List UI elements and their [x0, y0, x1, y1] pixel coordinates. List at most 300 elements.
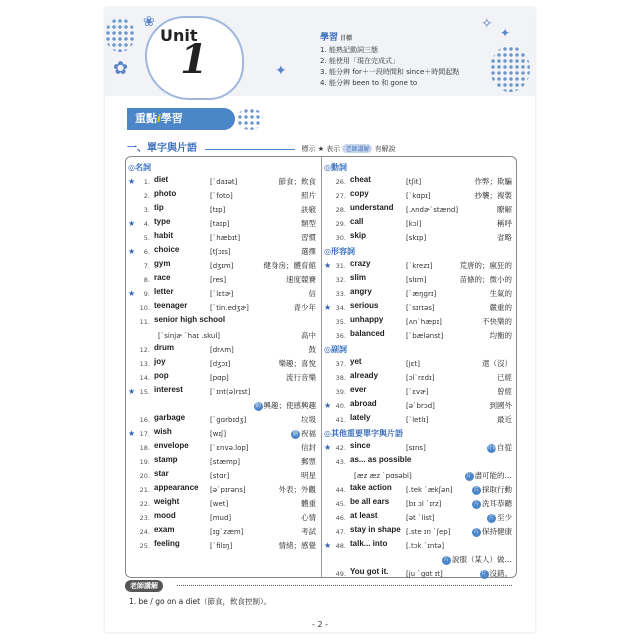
- vocab-word: as... as possible: [350, 455, 412, 464]
- teacher-notes: [125, 580, 515, 610]
- item-number: 32.: [335, 276, 346, 284]
- meaning: 瞭解: [497, 205, 512, 214]
- phonetic: [ˋhæbɪt]: [210, 234, 241, 242]
- category-heading: ◎副詞: [324, 345, 347, 354]
- phonetic: [.tek ˋækʃən]: [406, 486, 453, 494]
- vocab-row: [128, 441, 320, 455]
- vocab-row: [324, 525, 516, 539]
- important-star-icon: ★: [128, 247, 136, 256]
- phonetic: [stæmp]: [210, 458, 240, 466]
- meaning: 考試: [301, 527, 316, 536]
- item-number: 19.: [139, 458, 150, 466]
- vocab-word: wish: [154, 427, 172, 436]
- phonetic: [ˋkɑpɪ]: [406, 192, 431, 200]
- vocab-word: yet: [350, 357, 362, 366]
- vocab-row: [128, 273, 320, 287]
- item-number: 26.: [335, 178, 346, 186]
- meaning: 樂趣；喜悅: [278, 359, 316, 368]
- item-number: 7.: [143, 262, 150, 270]
- vocab-row: [324, 175, 516, 189]
- item-number: 45.: [335, 500, 346, 508]
- vocab-word: race: [154, 273, 171, 282]
- vocab-row: [128, 301, 320, 315]
- vocab-row: [128, 287, 320, 301]
- vocab-column-left: [128, 161, 320, 553]
- item-number: 18.: [139, 444, 150, 452]
- category-heading: ◎動詞: [324, 163, 347, 172]
- important-star-icon: ★: [128, 429, 136, 438]
- phonetic: [ˋletlɪ]: [406, 416, 429, 424]
- vocab-row: [324, 301, 516, 315]
- item-number: 29.: [335, 220, 346, 228]
- phonetic: [əˋpɪrəns]: [210, 486, 246, 494]
- item-number: 13.: [139, 360, 150, 368]
- vocab-row: [324, 217, 516, 231]
- meaning: 鼓: [308, 345, 316, 354]
- vocab-word: at least: [350, 511, 378, 520]
- learning-goals: [320, 30, 490, 89]
- vocab-row: [324, 567, 516, 581]
- goal-item: 3. 能分辨 for＋一段時間和 since＋時間起點: [320, 68, 460, 76]
- phonetic: [ˋdaɪət]: [210, 178, 238, 186]
- vocab-word: habit: [154, 231, 174, 240]
- phonetic: [ˋɛvɚ]: [406, 388, 429, 396]
- vocab-word: serious: [350, 301, 379, 310]
- goal-item: 2. 能使用「現在完成式」: [320, 57, 399, 65]
- important-star-icon: ★: [128, 289, 136, 298]
- vocab-row: [324, 483, 516, 497]
- phonetic: [mud]: [210, 514, 232, 522]
- vocab-row: [128, 413, 320, 427]
- vocab-word: ever: [350, 385, 367, 394]
- flower-icon: ❀: [143, 14, 155, 30]
- vocab-row: [324, 539, 516, 553]
- phonetic: [dʒɪm]: [210, 262, 234, 270]
- vocab-row: [324, 399, 516, 413]
- category-heading: ◎形容詞: [324, 247, 355, 256]
- item-number: 37.: [335, 360, 346, 368]
- item-number: 44.: [335, 486, 346, 494]
- item-number: 38.: [335, 374, 346, 382]
- meaning: 習慣: [301, 233, 316, 242]
- vocab-word: gym: [154, 259, 171, 268]
- vocab-row: [128, 469, 320, 483]
- teacher-explain-tag: 老師講解: [342, 144, 372, 153]
- vocab-row: [324, 315, 516, 329]
- page-number: - 2 -: [312, 620, 328, 629]
- vocab-word: angry: [350, 287, 372, 296]
- unit-header: [105, 8, 535, 96]
- meaning: 心情: [301, 513, 316, 522]
- vocab-row: [128, 329, 320, 343]
- item-number: 41.: [335, 416, 346, 424]
- vocab-row: [324, 441, 516, 455]
- vocab-word: crazy: [350, 259, 371, 268]
- vocab-row: [324, 231, 516, 245]
- phonetic: [ˋbælənst]: [406, 332, 444, 340]
- meaning: 省略: [497, 233, 512, 242]
- item-number: 10.: [139, 304, 150, 312]
- vocab-word: You got it.: [350, 567, 389, 576]
- dotted-divider: [177, 585, 512, 586]
- part-of-speech-badge: 片: [466, 472, 472, 479]
- part-of-speech-badge: 動: [292, 430, 299, 437]
- item-number: 35.: [335, 318, 346, 326]
- vocab-row: [128, 371, 320, 385]
- decorative-dots: [105, 18, 135, 52]
- item-number: 33.: [335, 290, 346, 298]
- phonetic: [ˋsinjɚ ˋhaɪ .skul]: [158, 332, 221, 340]
- meaning: 片 盡可能的…: [466, 471, 512, 480]
- vocab-row: [128, 315, 320, 329]
- flower-icon: ✿: [113, 58, 129, 79]
- phonetic: [æz æz ˋpɑsəbl]: [354, 472, 412, 480]
- vocab-row: [128, 511, 320, 525]
- item-number: 28.: [335, 206, 346, 214]
- item-number: 17.: [139, 430, 150, 438]
- vocab-word: appearance: [154, 483, 199, 492]
- vocab-word: abroad: [350, 399, 377, 408]
- vocab-word: teenager: [154, 301, 188, 310]
- meaning: 郵票: [301, 457, 316, 466]
- phonetic: [ɪgˋzæm]: [210, 528, 244, 536]
- item-number: 42.: [335, 444, 346, 452]
- meaning: 片 保持健康: [473, 527, 512, 536]
- vocab-word: interest: [154, 385, 183, 394]
- vocab-word: diet: [154, 175, 169, 184]
- phonetic: [ət ˋlist]: [406, 514, 435, 522]
- sparkle-icon: ✦: [500, 26, 511, 40]
- meaning: 動 興趣；使感興趣: [255, 401, 316, 410]
- meaning: 類型: [301, 219, 316, 228]
- phonetic: [drʌm]: [210, 346, 234, 354]
- item-number: 31.: [335, 262, 346, 270]
- vocab-word: senior high school: [154, 315, 226, 324]
- vocab-word: stay in shape: [350, 525, 401, 534]
- vocab-row: [324, 497, 516, 511]
- part-of-speech-badge: 介連: [487, 444, 499, 451]
- vocab-word: talk... into: [350, 539, 388, 548]
- phonetic: [.tɔk ˋɪntə]: [406, 542, 445, 550]
- meaning: 苗條的；微小的: [459, 275, 512, 284]
- item-number: 27.: [335, 192, 346, 200]
- part-of-speech-badge: 片: [443, 556, 450, 563]
- vocab-word: pop: [154, 371, 169, 380]
- item-number: 4.: [143, 220, 150, 228]
- vocab-word: balanced: [350, 329, 385, 338]
- important-star-icon: ★: [324, 443, 332, 452]
- vocab-word: stamp: [154, 455, 178, 464]
- meaning: 節食；飲食: [278, 177, 316, 186]
- phonetic: [ˋɛnvə.lop]: [210, 444, 249, 452]
- vocab-row: [324, 329, 516, 343]
- meaning: 曾經: [497, 387, 512, 396]
- item-number: 23.: [139, 514, 150, 522]
- vocab-word: understand: [350, 203, 394, 212]
- meaning: 垃圾: [301, 415, 316, 424]
- vocab-word: unhappy: [350, 315, 384, 324]
- key-learning-banner: 重點i學習: [127, 108, 235, 130]
- phonetic: [.ʌndɚˋstænd]: [406, 206, 459, 214]
- goal-item: 1. 能熟記動詞三態: [320, 46, 378, 54]
- part-of-speech-badge: 動: [255, 402, 261, 409]
- phonetic: [wet]: [210, 500, 229, 508]
- vocab-word: photo: [154, 189, 177, 198]
- vocab-column-right: [324, 161, 516, 581]
- meaning: 片 沒錯。: [481, 569, 512, 578]
- phonetic: [ˋkrezɪ]: [406, 262, 433, 270]
- vocab-row: [324, 357, 516, 371]
- item-number: 49.: [335, 570, 346, 578]
- sparkle-icon: ✧: [481, 16, 493, 32]
- meaning: 抄襲；複製: [474, 191, 512, 200]
- vocab-row: [128, 189, 320, 203]
- item-number: 25.: [139, 542, 150, 550]
- vocab-word: lately: [350, 413, 371, 422]
- meaning: 信: [308, 289, 316, 298]
- phonetic: [stɑr]: [210, 472, 230, 480]
- phonetic: [dʒɔɪ]: [210, 360, 231, 368]
- vocab-row: [128, 217, 320, 231]
- meaning: 還（沒）: [482, 359, 512, 368]
- vocab-row: [324, 259, 516, 273]
- item-number: 43.: [335, 458, 346, 466]
- vocab-row: [128, 343, 320, 357]
- meaning: 生氣的: [489, 289, 512, 298]
- meaning: 片 至少: [488, 513, 512, 522]
- item-number: 1.: [143, 178, 150, 186]
- vocab-word: garbage: [154, 413, 186, 422]
- meaning: 訣竅: [301, 205, 316, 214]
- vocab-word: be all ears: [350, 497, 390, 506]
- vocab-row: [128, 203, 320, 217]
- meaning: 速度競賽: [286, 275, 316, 284]
- vocab-row: [324, 553, 516, 567]
- vocab-word: since: [350, 441, 371, 450]
- meaning: 明星: [301, 471, 316, 480]
- meaning: 作弊；欺騙: [474, 177, 512, 186]
- vocab-row: [128, 245, 320, 259]
- vocab-row: [128, 483, 320, 497]
- teacher-note: 1. be / go on a diet（節食，飲食控制）。: [129, 597, 272, 606]
- meaning: 稱呼: [497, 219, 512, 228]
- item-number: 8.: [143, 276, 150, 284]
- goal-item: 4. 能分辨 been to 和 gone to: [320, 79, 418, 87]
- part-of-speech-badge: 片: [473, 500, 480, 507]
- item-number: 3.: [143, 206, 150, 214]
- phonetic: [ˋsɪrɪəs]: [406, 304, 435, 312]
- vocab-word: type: [154, 217, 171, 226]
- vocab-row: [128, 385, 320, 399]
- phonetic: [jɛt]: [406, 360, 420, 368]
- column-divider: [321, 157, 322, 577]
- item-number: 40.: [335, 402, 346, 410]
- item-number: 9.: [143, 290, 150, 298]
- vocab-row: [128, 497, 320, 511]
- important-star-icon: ★: [324, 303, 332, 312]
- meaning: 片 說服（某人）做…: [443, 555, 512, 564]
- vocab-word: copy: [350, 189, 369, 198]
- vocab-row: [324, 189, 516, 203]
- meaning: 已經: [497, 373, 512, 382]
- vocab-word: feeling: [154, 539, 180, 548]
- phonetic: [ˋlɛtɚ]: [210, 290, 234, 298]
- phonetic: [slɪm]: [406, 276, 427, 284]
- item-number: 11.: [139, 318, 150, 326]
- vocab-row: [128, 455, 320, 469]
- meaning: 青少年: [293, 303, 316, 312]
- item-number: 6.: [143, 248, 150, 256]
- vocab-word: mood: [154, 511, 176, 520]
- phonetic: [ˋtin.edʒɚ]: [210, 304, 249, 312]
- phonetic: [ju ˋgɑt ɪt]: [406, 570, 443, 578]
- vocab-word: take action: [350, 483, 392, 492]
- item-number: 22.: [139, 500, 150, 508]
- important-star-icon: ★: [128, 219, 136, 228]
- vocab-row: [128, 427, 320, 441]
- item-number: 46.: [335, 514, 346, 522]
- item-number: 34.: [335, 304, 346, 312]
- important-star-icon: ★: [324, 261, 332, 270]
- important-star-icon: ★: [324, 401, 332, 410]
- item-number: 2.: [143, 192, 150, 200]
- meaning: 照片: [301, 191, 316, 200]
- item-number: 5.: [143, 234, 150, 242]
- category-heading: ◎其他重要單字與片語: [324, 429, 403, 438]
- phonetic: [ʌnˋhæpɪ]: [406, 318, 442, 326]
- vocab-word: already: [350, 371, 379, 380]
- meaning: 均衡的: [489, 331, 512, 340]
- item-number: 47.: [335, 528, 346, 536]
- vocabulary-table: [125, 156, 517, 578]
- phonetic: [sɪns]: [406, 444, 426, 452]
- textbook-page: [105, 8, 535, 632]
- vocab-word: slim: [350, 273, 367, 282]
- meaning: 健身房；體育館: [263, 261, 316, 270]
- part-of-speech-badge: 片: [473, 528, 480, 535]
- vocab-word: tip: [154, 203, 164, 212]
- meaning: 片 洗耳恭聽: [473, 499, 512, 508]
- phonetic: [.ste ɪn ˋʃep]: [406, 528, 451, 536]
- vocab-word: joy: [154, 357, 166, 366]
- meaning: 高中: [301, 331, 316, 340]
- phonetic: [ɔlˋrɛdɪ]: [406, 374, 435, 382]
- vocab-row: [324, 511, 516, 525]
- meaning: 流行音樂: [286, 373, 316, 382]
- important-star-icon: ★: [128, 177, 136, 186]
- item-number: 14.: [139, 374, 150, 382]
- part-of-speech-badge: 片: [488, 514, 495, 521]
- vocab-row: [324, 413, 516, 427]
- vocab-row: [128, 539, 320, 553]
- item-number: 15.: [139, 388, 150, 396]
- phonetic: [bɪ ɔl ˋɪrz]: [406, 500, 442, 508]
- vocab-row: [324, 385, 516, 399]
- phonetic: [res]: [210, 276, 227, 284]
- goals-title: 學習 目標: [320, 33, 353, 43]
- meaning: 最近: [497, 415, 512, 424]
- meaning: 外表；外觀: [278, 485, 316, 494]
- vocab-word: cheat: [350, 175, 371, 184]
- category-heading: ◎名詞: [128, 163, 151, 172]
- vocab-word: envelope: [154, 441, 189, 450]
- vocab-row: [128, 525, 320, 539]
- item-number: 12.: [139, 346, 150, 354]
- vocab-row: [128, 231, 320, 245]
- meaning: 荒唐的；瘋狂的: [459, 261, 512, 270]
- vocab-row: [324, 371, 516, 385]
- phonetic: [əˋbrɔd]: [406, 402, 435, 410]
- meaning: 情緒；感覺: [278, 541, 316, 550]
- vocab-row: [324, 287, 516, 301]
- vocab-row: [128, 259, 320, 273]
- meaning: 信封: [301, 443, 316, 452]
- vocab-word: weight: [154, 497, 180, 506]
- phonetic: [ˋgɑrbɪdʒ]: [210, 416, 247, 424]
- unit-word: Unit: [160, 26, 198, 45]
- part-of-speech-badge: 片: [481, 570, 487, 577]
- phonetic: [pɑp]: [210, 374, 229, 382]
- vocab-row: [324, 455, 516, 469]
- teacher-tag: 老師講解: [125, 580, 163, 592]
- phonetic: [skɪp]: [406, 234, 427, 242]
- meaning: 到國外: [489, 401, 512, 410]
- item-number: 48.: [335, 542, 346, 550]
- phonetic: [ˋɪnt(ə)rɪst]: [210, 388, 251, 396]
- phonetic: [tʃɔɪs]: [210, 248, 231, 256]
- part-of-speech-badge: 片: [473, 486, 480, 493]
- item-number: 30.: [335, 234, 346, 242]
- unit-number: 1: [180, 36, 208, 83]
- sparkle-icon: ✦: [275, 63, 287, 79]
- vocab-word: drum: [154, 343, 174, 352]
- vocab-row: [128, 399, 320, 413]
- important-star-icon: ★: [324, 541, 332, 550]
- item-number: 36.: [335, 332, 346, 340]
- phonetic: [taɪp]: [210, 220, 230, 228]
- vocab-row: [324, 469, 516, 483]
- phonetic: [ˋæŋgrɪ]: [406, 290, 437, 298]
- vocab-row: [128, 357, 320, 371]
- section-heading: 一、單字與片語 標示 ★ 表示 老師講解 有解說: [127, 143, 396, 154]
- meaning: 介連自從: [487, 443, 512, 452]
- meaning: 片 採取行動: [473, 485, 512, 494]
- phonetic: [tɪp]: [210, 206, 226, 214]
- meaning: 嚴重的: [489, 303, 512, 312]
- item-number: 21.: [139, 486, 150, 494]
- vocab-word: choice: [154, 245, 180, 254]
- meaning: 動 祝福: [292, 429, 316, 438]
- vocab-word: exam: [154, 525, 175, 534]
- phonetic: [tʃit]: [406, 178, 422, 186]
- vocab-row: [324, 273, 516, 287]
- meaning: 不快樂的: [482, 317, 512, 326]
- decorative-dots: [490, 46, 530, 92]
- vocab-word: star: [154, 469, 169, 478]
- phonetic: [wɪʃ]: [210, 430, 227, 438]
- meaning: 體重: [301, 499, 316, 508]
- vocab-word: skip: [350, 231, 367, 240]
- decorative-dots: [237, 108, 263, 130]
- phonetic: [ˋfilɪŋ]: [210, 542, 233, 550]
- vocab-word: letter: [154, 287, 174, 296]
- item-number: 39.: [335, 388, 346, 396]
- phonetic: [kɔl]: [406, 220, 422, 228]
- important-star-icon: ★: [128, 387, 136, 396]
- vocab-row: [324, 203, 516, 217]
- meaning: 選擇: [301, 247, 316, 256]
- item-number: 16.: [139, 416, 150, 424]
